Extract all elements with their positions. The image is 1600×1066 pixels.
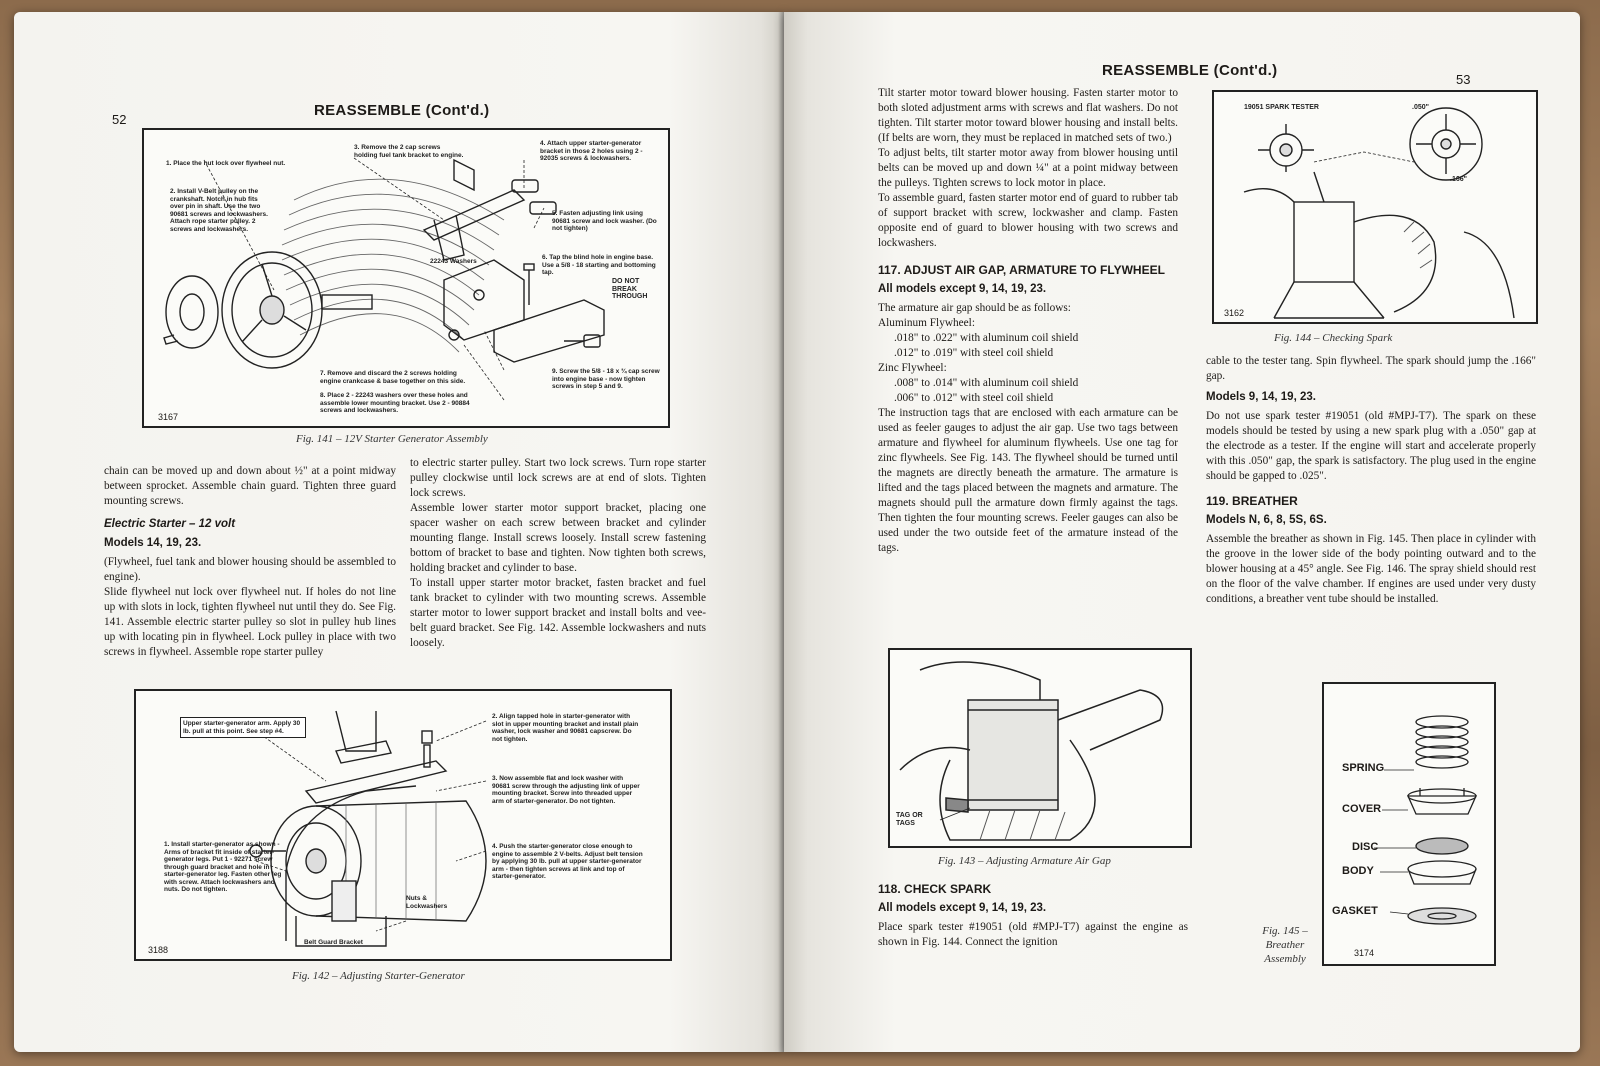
paragraph: Place spark tester #19051 (old #MPJ-T7) against the engine as shown in Fig. 144. Connect the ignition: [878, 921, 1188, 948]
aluminum-gap-1: .018" to .022" with aluminum coil shield: [894, 332, 1079, 344]
right-column-2: [1206, 354, 1536, 607]
page-number: 53: [1456, 72, 1471, 87]
breather-part-cover: COVER: [1342, 803, 1382, 815]
aluminum-flywheel-label: Aluminum Flywheel:: [878, 317, 975, 329]
fig144-tester-label: 19051 SPARK TESTER: [1244, 104, 1319, 111]
breather-assembly-drawing: [1324, 684, 1494, 964]
fig145-caption-line: Breather: [1265, 939, 1305, 951]
models-line: All models except 9, 14, 19, 23.: [878, 902, 1047, 914]
breather-part-body: BODY: [1342, 865, 1374, 877]
page-heading: REASSEMBLE (Cont'd.): [1102, 62, 1278, 79]
fig144-gap-label-2: .166": [1450, 176, 1467, 183]
fig141-callout-7: 7. Remove and discard the 2 screws holding engine crankcase & base together on this side.: [320, 370, 466, 385]
fig145-caption-line: Assembly: [1264, 953, 1306, 965]
zinc-gap-2: .006" to .012" with steel coil shield: [894, 392, 1054, 404]
breather-part-disc: DISC: [1352, 841, 1379, 853]
paragraph: Tilt starter motor toward blower housing. Fasten starter motor to both sloted adjustment arms with screws and flat washers. Do not tighten. Tilt starter motor toward blower housing and install belts. (If belts are worn, they must be replaced in matched sets of two.): [878, 87, 1178, 144]
open-manual: [14, 12, 1580, 1052]
fig141-washers-label: 22243 Washers: [430, 258, 477, 265]
fig141-callout-6b: DO NOT BREAK THROUGH: [612, 278, 648, 300]
left-column-2: [410, 456, 706, 651]
fig142-nuts-label: Nuts & Lockwashers: [406, 895, 448, 910]
fig145-caption-line: Fig. 145 –: [1262, 925, 1308, 937]
breather-part-gasket: GASKET: [1332, 905, 1378, 917]
fig144-gap-label-1: .050": [1412, 104, 1429, 111]
figure-145: [1322, 682, 1496, 966]
zinc-gap-1: .008" to .014" with aluminum coil shield: [894, 377, 1079, 389]
fig142-callout-2: 2. Align tapped hole in starter-generator with slot in upper mounting bracket and install plain washer, lock washer and 90681 capscrew. Do not tighten.: [492, 713, 639, 743]
fig141-callout-9: 9. Screw the 5/8 - 18 x ¾ cap screw into engine base - now tighten screws in step 5 and 9.: [552, 368, 660, 390]
fig141-number: 3167: [158, 412, 179, 422]
fig142-number: 3188: [148, 945, 169, 955]
fig141-callout-8: 8. Place 2 - 22243 washers over these holes and assemble lower mounting bracket. Use 2 - 90884 screws and lockwashers.: [320, 392, 470, 414]
section-117-title: 117. ADJUST AIR GAP, ARMATURE TO FLYWHEEL: [878, 263, 1165, 277]
section-119-title: 119. BREATHER: [1206, 494, 1298, 508]
paragraph: chain can be moved up and down about ½" at a point midway between sprocket. Assemble chain guard. Tighten three guard mounting screws.: [104, 465, 396, 507]
section-118: [878, 878, 1188, 950]
armature-air-gap-drawing: [890, 650, 1190, 846]
paragraph: Assemble lower starter motor support bracket, placing one spacer washer on each screw between bracket and cylinder mounting flange. Install screws loosely. Install screw fastening bottom of bracket to base and tighten. Now tighten both screws, holding bracket and cylinder to base.: [410, 502, 706, 574]
fig142-callout-1: 1. Install starter-generator as shown - Arms of bracket fit inside of starter-generator legs. Put 1 - 92271 screw through guard bracket and hole in starter-generator leg. Fasten other leg with screw. Attach lockwashers and nuts. Do not tighten.: [164, 841, 282, 893]
figure-144: [1212, 90, 1538, 324]
paragraph: To install upper starter motor bracket, fasten bracket and fuel tank bracket to cylinder with two mounting screws. Assemble starter motor to lower support bracket and install bolts and vee-belt guard bracket. See Fig. 142. Assemble lockwashers and nuts loosely.: [410, 577, 706, 649]
paragraph: Assemble the breather as shown in Fig. 145. Then place in cylinder with the groove in the lower side of the body pointing outward and to the blower housing at a 45° angle. See Fig. 146. The spray shield should rest on the floor of the valve chamber. If engines are used under very dusty conditions, a breather vent tube should be installed.: [1206, 533, 1536, 605]
fig142-callout-box: Upper starter-generator arm. Apply 30 lb. pull at this point. See step #4.: [180, 717, 306, 738]
fig141-callout-6: 6. Tap the blind hole in engine base. Use a 5/8 - 18 starting and bottoming tap.: [542, 254, 656, 276]
paragraph: to electric starter pulley. Start two lock screws. Turn rope starter pulley clockwise until lock screws are at end of slots. Tighten lock screws.: [410, 457, 706, 499]
zinc-flywheel-label: Zinc Flywheel:: [878, 362, 947, 374]
subheading-electric-starter: Electric Starter – 12 volt: [104, 518, 236, 530]
paragraph: The armature air gap should be as follows:: [878, 302, 1071, 314]
fig141-callout-2: 2. Install V-Belt pulley on the crankshaft. Notch in hub fits over pin in shaft. Use the two 90681 screws and lockwashers. Attach rope starter pulley. 2 screws and lockwashers.: [170, 188, 268, 233]
models-line: Models 9, 14, 19, 23.: [1206, 391, 1316, 403]
fig142-guard-label: Belt Guard Bracket: [304, 939, 363, 946]
paragraph: To assemble guard, fasten starter motor end of guard to rubber tab of support bracket with screw, lockwasher and clamp. Fasten opposite end of guard to blower housing with two screws and lockwashers.: [878, 192, 1178, 249]
page-heading: REASSEMBLE (Cont'd.): [314, 102, 490, 119]
paragraph: The instruction tags that are enclosed with each armature can be used as feeler gauges to adjust the air gap. Use two tags between armature and flywheel for aluminum flywheels. Use one tag for zinc flywheels. See Fig. 143. The flywheel should be turned until the magnets are directly beneath the armature. The armature is lifted and the tags placed between the magnets and armature. The magnets should pull the armature down firmly against the tags. Then tighten the four mounting screws. Feeler gauges can also be used under the two outside feet of the armature instead of the tags.: [878, 407, 1178, 554]
paragraph: (Flywheel, fuel tank and blower housing should be assembled to engine).: [104, 556, 396, 583]
right-page: [784, 12, 1580, 1052]
paragraph: To adjust belts, tilt starter motor away from blower housing until belts can be moved up and down ¼" at a point midway between the pulleys. Tighten screws to lock motor in place.: [878, 147, 1178, 189]
section-118-title: 118. CHECK SPARK: [878, 882, 992, 896]
fig143-caption: Fig. 143 – Adjusting Armature Air Gap: [938, 855, 1111, 867]
fig141-callout-4: 4. Attach upper starter-generator bracket in those 2 holes using 2 - 92035 screws & lockwashers.: [540, 140, 643, 162]
paragraph: cable to the tester tang. Spin flywheel. The spark should jump the .166" gap.: [1206, 355, 1536, 382]
figure-143: [888, 648, 1192, 848]
fig141-callout-5: 5. Fasten adjusting link using 90681 screw and lock washer. (Do not tighten): [552, 210, 657, 232]
fig143-tag-label: TAG OR TAGS: [896, 812, 923, 827]
breather-part-spring: SPRING: [1342, 762, 1385, 774]
models-line: Models 14, 19, 23.: [104, 537, 202, 549]
fig145-caption: [1252, 924, 1318, 966]
figure-142: [134, 689, 672, 961]
fig141-caption: Fig. 141 – 12V Starter Generator Assembly: [296, 433, 488, 445]
page-number: 52: [112, 112, 127, 127]
paragraph: Slide flywheel nut lock over flywheel nut. If holes do not line up with slots in lock, tighten flywheel nut until they do. See Fig. 141. Assemble electric starter pulley so slot in pulley hub lines up with locating pin in flywheel. Lock pulley in place with two screws in flywheel. Assemble rope starter pulley: [104, 586, 396, 658]
fig144-number: 3162: [1224, 308, 1245, 318]
fig144-caption: Fig. 144 – Checking Spark: [1274, 332, 1393, 344]
paragraph: Do not use spark tester #19051 (old #MPJ-T7). The spark on these models should be tested by using a new spark plug with a .050" gap at the electrode as a tester. If the engine will start and accelerate properly with this .050" gap, the spark is satisfactory. The plug used in the engine should be gapped to .025".: [1206, 410, 1536, 482]
aluminum-gap-2: .012" to .019" with steel coil shield: [894, 347, 1054, 359]
right-column-1: [878, 86, 1178, 556]
figure-141: [142, 128, 670, 428]
models-line: Models N, 6, 8, 5S, 6S.: [1206, 514, 1327, 526]
fig142-callout-4: 4. Push the starter-generator close enough to engine to assemble 2 V-belts. Adjust belt tension by applying 30 lb. pull at upper starter-generator arm - then tighten screws at link and top of starter-generator.: [492, 843, 643, 880]
fig142-caption: Fig. 142 – Adjusting Starter-Generator: [292, 970, 465, 982]
left-page: [14, 12, 784, 1052]
models-line: All models except 9, 14, 19, 23.: [878, 283, 1047, 295]
fig141-callout-1: 1. Place the nut lock over flywheel nut.: [166, 160, 286, 167]
left-column-1: [104, 464, 396, 660]
fig145-number: 3174: [1354, 948, 1375, 958]
fig141-callout-3: 3. Remove the 2 cap screws holding fuel tank bracket to engine.: [354, 144, 464, 159]
fig142-callout-3: 3. Now assemble flat and lock washer with 90681 screw through the adjusting link of upper mounting bracket. Screw into threaded upper arm of starter-generator. Do not tighten.: [492, 775, 640, 805]
spark-tester-drawing: [1214, 92, 1536, 322]
